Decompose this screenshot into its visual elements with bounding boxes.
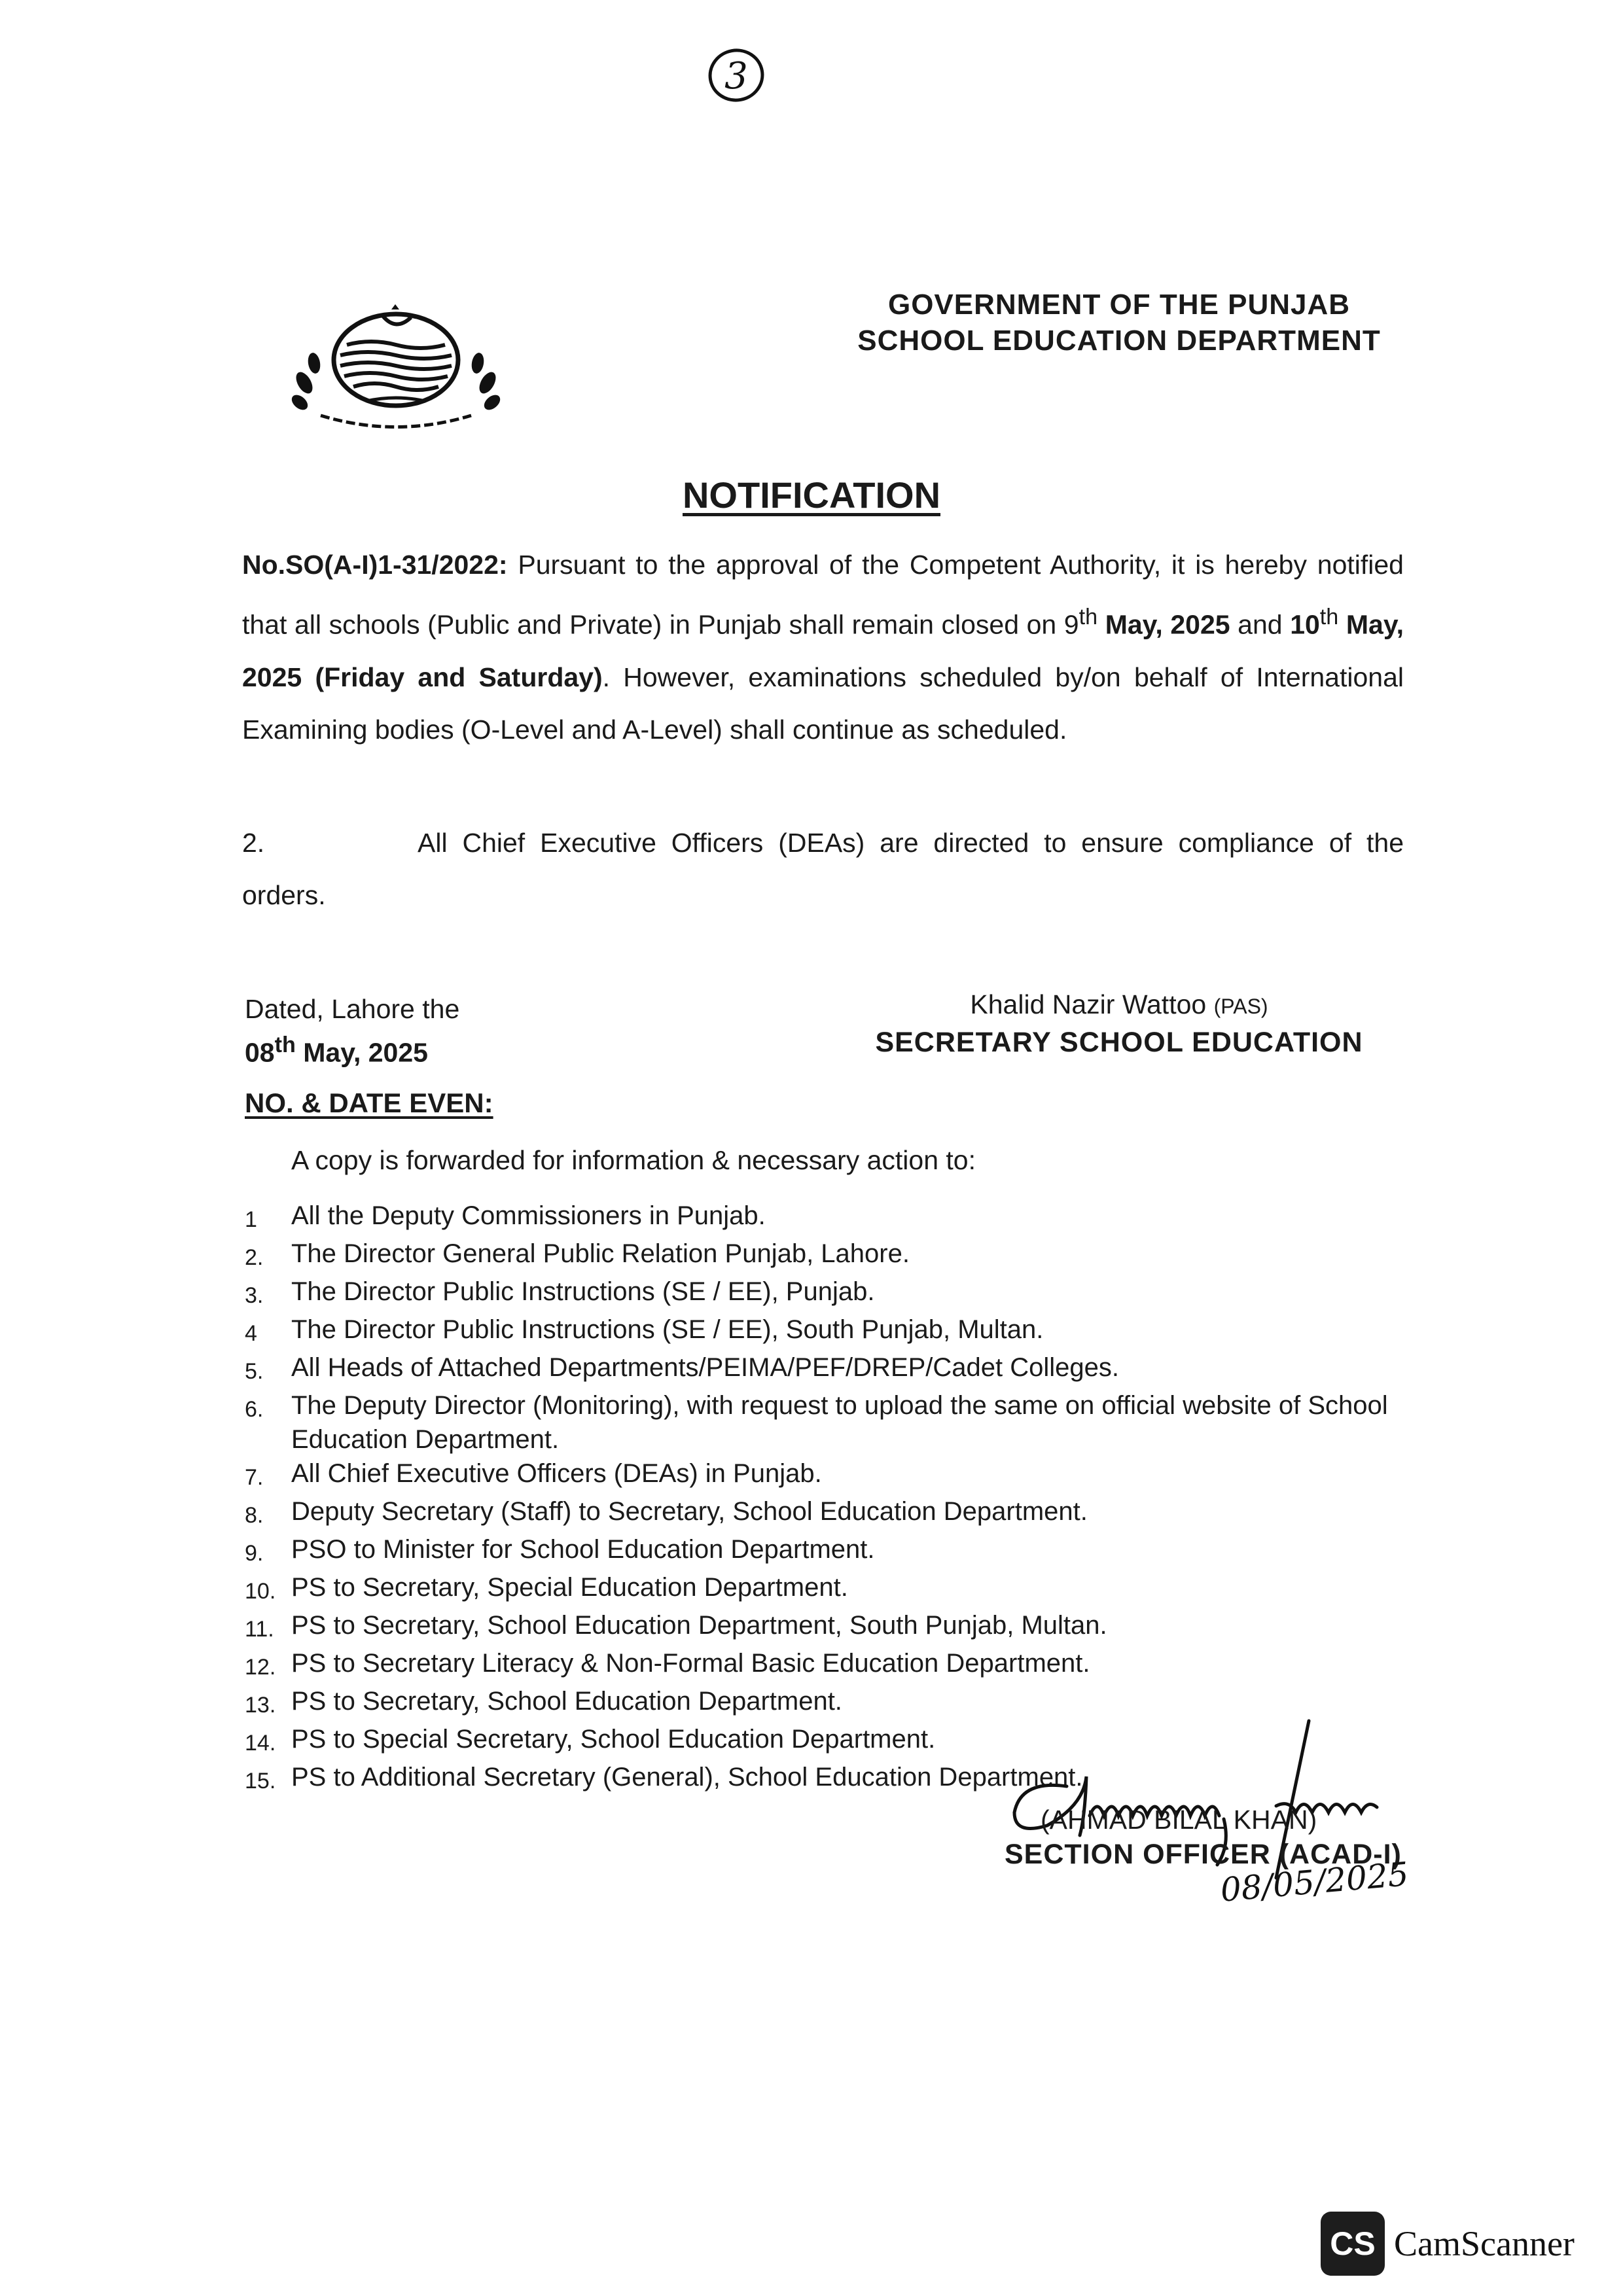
government-header <box>805 287 1433 359</box>
signatory-title: SECRETARY SCHOOL EDUCATION <box>875 1027 1363 1058</box>
list-item-number: 3. <box>245 1283 264 1308</box>
list-item-number: 14. <box>245 1731 276 1756</box>
list-item <box>245 1388 1416 1457</box>
list-item-number: 4 <box>245 1321 257 1346</box>
dated-date <box>245 1027 459 1071</box>
section-officer-title: SECTION OFFICER (ACAD-I) <box>1005 1839 1402 1870</box>
dated-day-suffix: th <box>274 1033 296 1057</box>
list-item-number: 5. <box>245 1359 264 1384</box>
camscanner-logo-icon: CS <box>1321 2212 1385 2276</box>
header-line-government: GOVERNMENT OF THE PUNJAB <box>887 289 1351 321</box>
list-item-number: 1 <box>245 1207 257 1232</box>
handwritten-date: 08/05/2025 <box>1219 1854 1410 1909</box>
paragraph-1-sup-d: th <box>1319 605 1339 629</box>
punjab-seal-logo <box>275 291 517 442</box>
paragraph-1-text-f: . However, examinations scheduled by/on behalf of International Examining bodies (O-Level and A-Level) shall continue as scheduled. <box>242 662 1404 745</box>
dated-day: 08 <box>245 1037 275 1068</box>
list-item-text: PSO to Minister for School Education Department. <box>291 1535 875 1564</box>
signatory-name: Khalid Nazir Wattoo <box>970 989 1207 1019</box>
list-item-text: The Director General Public Relation Punjab, Lahore. <box>291 1239 910 1268</box>
header-line-department: SCHOOL EDUCATION DEPARTMENT <box>857 325 1381 357</box>
list-item <box>245 1608 1416 1646</box>
paragraph-1-sup-a: th <box>1079 605 1098 629</box>
list-item-number: 7. <box>245 1465 264 1490</box>
list-item-text: PS to Additional Secretary (General), School Education Department. <box>291 1763 1083 1792</box>
list-item-number: 8. <box>245 1503 264 1528</box>
paragraph-1-date-a: May, 2025 <box>1105 609 1230 640</box>
list-item-text: PS to Secretary, Special Education Department. <box>291 1573 848 1602</box>
dated-block <box>245 991 459 1071</box>
paragraph-1-date-b-rest: May, 2025 (Friday and Saturday) <box>242 609 1404 692</box>
list-item-text: The Director Public Instructions (SE / EE), Punjab. <box>291 1277 875 1306</box>
list-item <box>245 1275 1416 1313</box>
list-item <box>245 1532 1416 1570</box>
list-item-number: 6. <box>245 1397 264 1422</box>
dated-month-year: May, 2025 <box>295 1037 428 1068</box>
paragraph-2-text: All Chief Executive Officers (DEAs) are directed to ensure compliance of the orders. <box>242 828 1404 910</box>
section-officer-name: (AHMAD BILAL KHAN) <box>1041 1805 1317 1835</box>
reference-number: No.SO(A-I)1-31/2022: <box>242 550 508 580</box>
notification-paragraph-2 <box>242 817 1404 921</box>
list-item <box>245 1351 1416 1388</box>
signatory-name-line <box>825 987 1414 1025</box>
notification-title: NOTIFICATION <box>682 474 941 516</box>
list-item <box>245 1199 1416 1237</box>
paragraph-2-number: 2. <box>242 828 265 858</box>
list-item-number: 2. <box>245 1245 264 1270</box>
list-item <box>245 1570 1416 1608</box>
page-number-mark <box>700 39 772 111</box>
camscanner-watermark-text: CamScanner <box>1394 2224 1575 2263</box>
list-item <box>245 1494 1416 1532</box>
list-item-number: 11. <box>245 1617 274 1642</box>
list-item-text: PS to Secretary, School Education Department. <box>291 1687 842 1716</box>
forward-line: A copy is forwarded for information & necessary action to: <box>291 1145 976 1175</box>
list-item <box>245 1457 1416 1494</box>
list-item-number: 10. <box>245 1579 276 1604</box>
list-item-text: All Chief Executive Officers (DEAs) in Punjab. <box>291 1459 822 1488</box>
list-item <box>245 1313 1416 1351</box>
list-item-text: Deputy Secretary (Staff) to Secretary, School Education Department. <box>291 1497 1088 1526</box>
list-item-number: 15. <box>245 1769 276 1793</box>
list-item <box>245 1237 1416 1275</box>
list-item-number: 12. <box>245 1655 276 1680</box>
page-number: 3 <box>724 55 748 97</box>
list-item-text: The Deputy Director (Monitoring), with request to upload the same on official website of School Education Department. <box>291 1391 1388 1454</box>
signatory-block <box>825 987 1414 1061</box>
list-item <box>245 1646 1416 1684</box>
dated-place: Dated, Lahore the <box>245 994 460 1024</box>
paragraph-1-date-b-num: 10 <box>1290 609 1320 640</box>
list-item-text: The Director Public Instructions (SE / EE), South Punjab, Multan. <box>291 1315 1044 1344</box>
list-item-text: PS to Special Secretary, School Education Department. <box>291 1725 936 1754</box>
paragraph-1-text-c: and <box>1230 609 1291 640</box>
notification-paragraph-1 <box>242 539 1404 756</box>
signatory-suffix: (PAS) <box>1213 995 1268 1018</box>
list-item-text: All the Deputy Commissioners in Punjab. <box>291 1201 766 1230</box>
paragraph-1-text-a: Pursuant to the approval of the Competent Authority, it is hereby notified that all schools (Public and Private) in Punjab shall remain closed on 9 <box>242 550 1404 640</box>
list-item-number: 9. <box>245 1541 264 1566</box>
list-item-text: PS to Secretary, School Education Department, South Punjab, Multan. <box>291 1611 1107 1640</box>
no-date-even-heading: NO. & DATE EVEN: <box>245 1087 493 1118</box>
list-item-text: PS to Secretary Literacy & Non-Formal Basic Education Department. <box>291 1649 1090 1678</box>
list-item-text: All Heads of Attached Departments/PEIMA/PEF/DREP/Cadet Colleges. <box>291 1353 1120 1382</box>
list-item-number: 13. <box>245 1693 276 1718</box>
